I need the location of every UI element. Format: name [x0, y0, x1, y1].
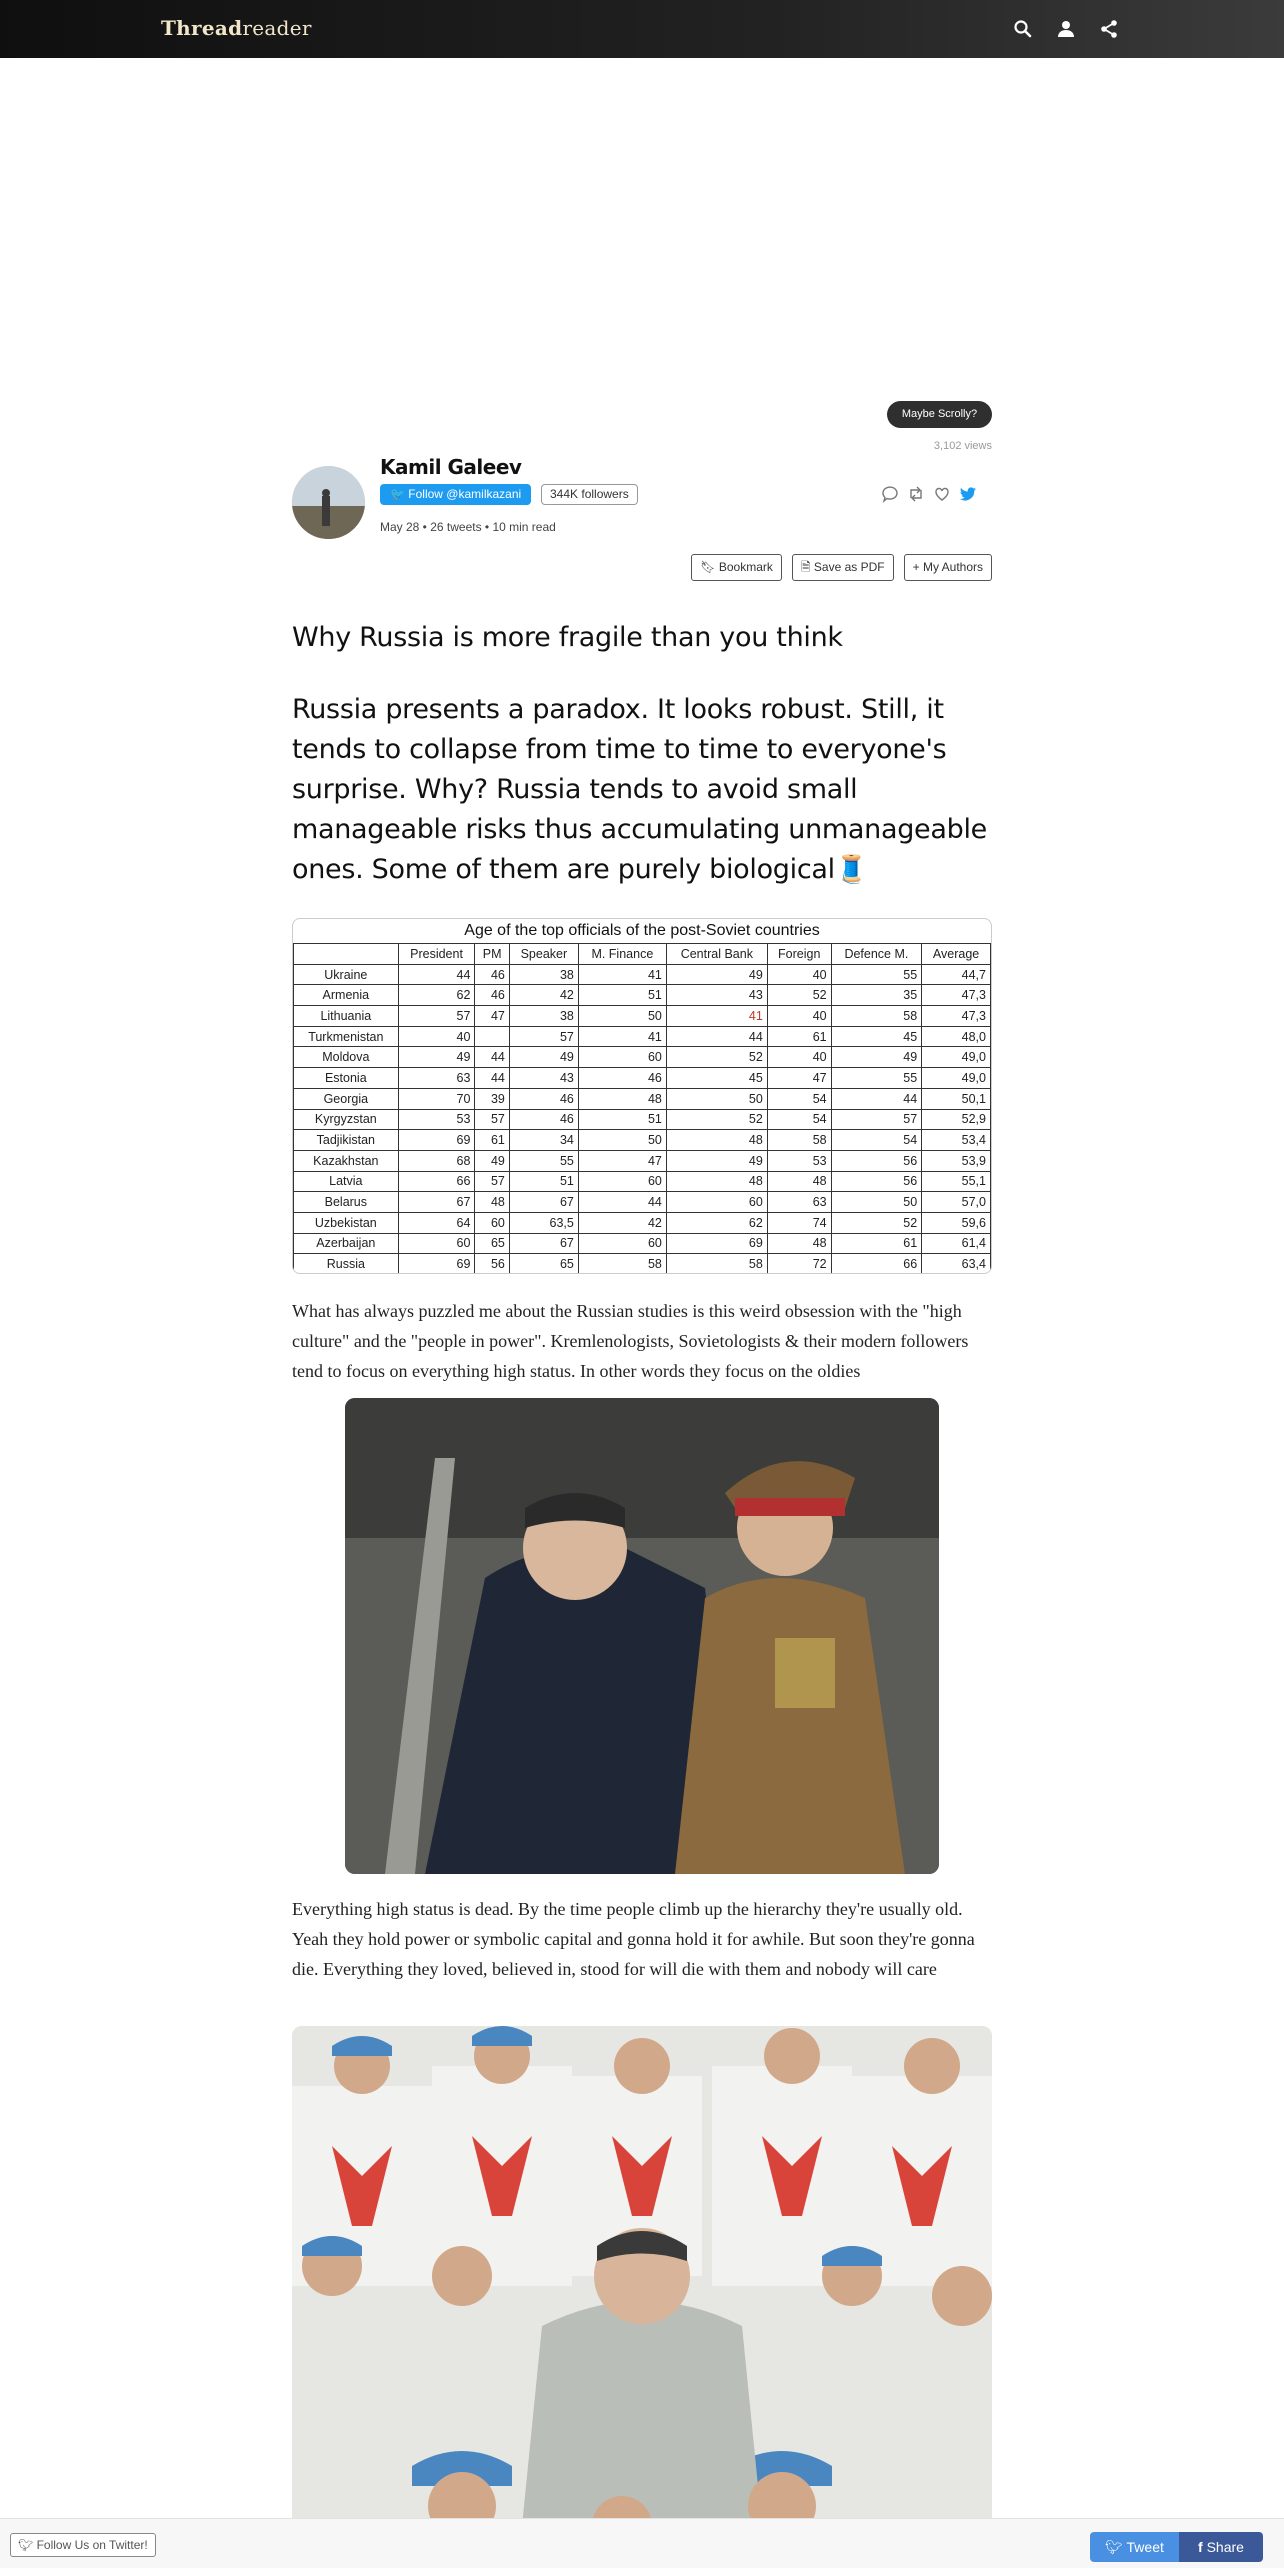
value-cell: 61	[767, 1026, 831, 1047]
brand-text-thread: Thread	[161, 16, 243, 40]
value-cell: 38	[509, 964, 578, 985]
value-cell: 50,1	[922, 1088, 991, 1109]
thread-title: Why Russia is more fragile than you think	[292, 622, 843, 653]
value-cell: 54	[767, 1109, 831, 1130]
value-cell: 45	[831, 1026, 922, 1047]
follow-us-label: Follow Us on Twitter!	[36, 2538, 148, 2552]
value-cell: 69	[398, 1130, 475, 1151]
brand-logo[interactable]	[161, 16, 312, 40]
value-cell: 50	[578, 1006, 666, 1027]
value-cell: 58	[767, 1130, 831, 1151]
thread-tools	[691, 554, 992, 581]
plus-icon: +	[912, 560, 920, 574]
value-cell: 60	[578, 1233, 666, 1254]
table-row	[294, 1068, 991, 1089]
value-cell: 57	[475, 1171, 509, 1192]
country-cell: Moldova	[294, 1047, 399, 1068]
table-row	[294, 1026, 991, 1047]
value-cell: 52	[767, 985, 831, 1006]
value-cell: 48	[475, 1192, 509, 1213]
value-cell: 48	[578, 1088, 666, 1109]
follow-author-button[interactable]	[380, 484, 531, 505]
country-cell: Kazakhstan	[294, 1150, 399, 1171]
age-table	[293, 943, 991, 1274]
value-cell: 56	[475, 1254, 509, 1274]
value-cell: 42	[509, 985, 578, 1006]
value-cell: 43	[666, 985, 767, 1006]
value-cell: 58	[666, 1254, 767, 1274]
country-cell: Armenia	[294, 985, 399, 1006]
value-cell: 60	[578, 1171, 666, 1192]
twitter-icon[interactable]	[958, 484, 978, 504]
tweet-text-2: What has always puzzled me about the Russian studies is this weird obsession with the "high culture" and the "people in power". Kremlenologists, Sovietologists & their modern followers tend to focus on everything high status. In other words they focus on the oldies	[292, 1301, 969, 1381]
value-cell: 48	[666, 1171, 767, 1192]
value-cell: 61,4	[922, 1233, 991, 1254]
value-cell: 44	[475, 1068, 509, 1089]
value-cell: 65	[509, 1254, 578, 1274]
value-cell: 44	[398, 964, 475, 985]
footer-bar	[0, 2518, 1284, 2568]
followers-badge: 344K followers	[541, 484, 638, 505]
age-table-image[interactable]	[292, 918, 992, 1274]
value-cell: 67	[509, 1192, 578, 1213]
table-header-cell: M. Finance	[578, 944, 666, 965]
value-cell: 54	[831, 1130, 922, 1151]
table-header-cell: Defence M.	[831, 944, 922, 965]
table-title: Age of the top officials of the post-Soviet countries	[464, 922, 820, 939]
table-row	[294, 1233, 991, 1254]
table-row	[294, 1088, 991, 1109]
save-pdf-button[interactable]	[792, 554, 894, 581]
table-row	[294, 1150, 991, 1171]
value-cell: 39	[475, 1088, 509, 1109]
pioneers-photo-graphic	[292, 2026, 992, 2526]
country-cell: Russia	[294, 1254, 399, 1274]
bookmark-icon: 🔖︎	[700, 560, 716, 574]
value-cell: 61	[475, 1130, 509, 1151]
value-cell: 63,4	[922, 1254, 991, 1274]
reply-icon[interactable]	[880, 484, 900, 504]
value-cell: 52	[666, 1047, 767, 1068]
value-cell: 44	[666, 1026, 767, 1047]
value-cell: 49	[509, 1047, 578, 1068]
table-row	[294, 1192, 991, 1213]
value-cell: 63	[767, 1192, 831, 1213]
value-cell: 41	[578, 1026, 666, 1047]
value-cell: 54	[767, 1088, 831, 1109]
table-row	[294, 1109, 991, 1130]
table-row	[294, 1047, 991, 1068]
tweet-actions	[880, 484, 978, 506]
value-cell: 60	[666, 1192, 767, 1213]
value-cell: 66	[398, 1171, 475, 1192]
my-authors-button[interactable]	[904, 554, 992, 581]
value-cell: 69	[398, 1254, 475, 1274]
value-cell: 56	[831, 1150, 922, 1171]
twitter-bird-icon: 🐦︎	[1105, 2539, 1123, 2555]
value-cell: 35	[831, 985, 922, 1006]
bookmark-label: Bookmark	[718, 560, 773, 574]
value-cell: 60	[578, 1047, 666, 1068]
value-cell: 46	[578, 1068, 666, 1089]
avatar[interactable]	[292, 466, 365, 539]
table-header-row	[294, 944, 991, 965]
value-cell: 45	[666, 1068, 767, 1089]
value-cell: 40	[767, 1006, 831, 1027]
twitter-bird-icon: 🐦	[390, 487, 405, 501]
value-cell: 49,0	[922, 1068, 991, 1089]
table-row	[294, 1171, 991, 1192]
follow-author-label: Follow @kamilkazani	[408, 487, 522, 501]
value-cell: 44	[578, 1192, 666, 1213]
value-cell: 47	[767, 1068, 831, 1089]
value-cell: 46	[475, 964, 509, 985]
country-cell: Kyrgyzstan	[294, 1109, 399, 1130]
table-header-cell: Average	[922, 944, 991, 965]
tweet-text-3: Everything high status is dead. By the time people climb up the hierarchy they're usually old. Yeah they hold power or symbolic capital and gonna hold it for awhile. But soon they're gonna die. Everything they loved, believed in, stood for will die with them and nobody will care	[292, 1899, 975, 1979]
value-cell: 41	[666, 1006, 767, 1027]
value-cell: 70	[398, 1088, 475, 1109]
value-cell: 55	[509, 1150, 578, 1171]
value-cell: 34	[509, 1130, 578, 1151]
brezhnev-photo[interactable]	[345, 1398, 939, 1874]
value-cell: 63,5	[509, 1212, 578, 1233]
value-cell: 47	[475, 1006, 509, 1027]
value-cell: 49	[666, 1150, 767, 1171]
retweet-icon[interactable]	[906, 484, 926, 504]
value-cell: 50	[831, 1192, 922, 1213]
value-cell: 42	[578, 1212, 666, 1233]
value-cell: 44	[831, 1088, 922, 1109]
value-cell: 51	[578, 1109, 666, 1130]
top-navbar	[0, 0, 1284, 58]
value-cell: 57	[831, 1109, 922, 1130]
view-count: 3,102 views	[933, 440, 992, 452]
value-cell: 53,4	[922, 1130, 991, 1151]
country-cell: Estonia	[294, 1068, 399, 1089]
value-cell: 46	[509, 1088, 578, 1109]
value-cell: 47,3	[922, 1006, 991, 1027]
table-header-cell: PM	[475, 944, 509, 965]
table-row	[294, 1006, 991, 1027]
brezhnev-photo-graphic	[345, 1398, 939, 1874]
value-cell: 46	[475, 985, 509, 1006]
value-cell: 51	[509, 1171, 578, 1192]
value-cell: 64	[398, 1212, 475, 1233]
file-icon: 🗎	[800, 560, 811, 574]
value-cell: 47	[578, 1150, 666, 1171]
my-authors-label: My Authors	[922, 560, 983, 574]
value-cell: 46	[509, 1109, 578, 1130]
value-cell: 59,6	[922, 1212, 991, 1233]
value-cell: 57	[475, 1109, 509, 1130]
value-cell: 53,9	[922, 1150, 991, 1171]
value-cell: 43	[509, 1068, 578, 1089]
value-cell: 52,9	[922, 1109, 991, 1130]
table-header-cell: Speaker	[509, 944, 578, 965]
value-cell: 60	[475, 1212, 509, 1233]
twitter-bird-icon: 🐦︎	[18, 2538, 34, 2552]
country-cell: Georgia	[294, 1088, 399, 1109]
country-cell: Latvia	[294, 1171, 399, 1192]
table-row	[294, 985, 991, 1006]
value-cell: 57	[509, 1026, 578, 1047]
table-row	[294, 1212, 991, 1233]
value-cell: 63	[398, 1068, 475, 1089]
value-cell: 44,7	[922, 964, 991, 985]
value-cell: 68	[398, 1150, 475, 1171]
country-cell: Turkmenistan	[294, 1026, 399, 1047]
value-cell: 40	[767, 1047, 831, 1068]
thread-meta: May 28 • 26 tweets • 10 min read	[380, 520, 556, 534]
table-row	[294, 1254, 991, 1274]
country-cell: Uzbekistan	[294, 1212, 399, 1233]
like-icon[interactable]	[932, 484, 952, 504]
tweet-button[interactable]	[1090, 2532, 1179, 2562]
value-cell: 67	[398, 1192, 475, 1213]
thread-lead-tweet: Russia presents a paradox. It looks robust. Still, it tends to collapse from time to time to everyone's surprise. Why? Russia tends to avoid small manageable risks thus accumulating unmanageable ones. Some of them are purely biological🧵	[292, 694, 987, 886]
value-cell: 69	[666, 1233, 767, 1254]
value-cell: 49	[831, 1047, 922, 1068]
value-cell: 40	[398, 1026, 475, 1047]
bookmark-button[interactable]	[691, 554, 782, 581]
value-cell: 48	[767, 1171, 831, 1192]
value-cell: 50	[578, 1130, 666, 1151]
table-row	[294, 964, 991, 985]
value-cell: 38	[509, 1006, 578, 1027]
table-body	[294, 964, 991, 1274]
pioneers-photo[interactable]	[292, 2026, 992, 2526]
follow-us-twitter-button[interactable]	[10, 2533, 156, 2557]
value-cell: 49	[475, 1150, 509, 1171]
value-cell: 74	[767, 1212, 831, 1233]
facebook-icon: f	[1198, 2539, 1203, 2555]
value-cell: 52	[666, 1109, 767, 1130]
value-cell: 61	[831, 1233, 922, 1254]
value-cell: 57	[398, 1006, 475, 1027]
country-cell: Belarus	[294, 1192, 399, 1213]
table-header-cell	[294, 944, 399, 965]
maybe-scrolly-button[interactable]: Maybe Scrolly?	[887, 401, 992, 428]
value-cell: 55	[831, 964, 922, 985]
table-header-cell: Foreign	[767, 944, 831, 965]
value-cell: 52	[831, 1212, 922, 1233]
country-cell: Tadjikistan	[294, 1130, 399, 1151]
value-cell: 55,1	[922, 1171, 991, 1192]
value-cell: 48,0	[922, 1026, 991, 1047]
value-cell: 62	[666, 1212, 767, 1233]
value-cell: 41	[578, 964, 666, 985]
value-cell: 49	[398, 1047, 475, 1068]
author-name[interactable]: Kamil Galeev	[380, 455, 522, 479]
value-cell	[475, 1026, 509, 1047]
value-cell: 55	[831, 1068, 922, 1089]
value-cell: 48	[767, 1233, 831, 1254]
value-cell: 58	[578, 1254, 666, 1274]
value-cell: 58	[831, 1006, 922, 1027]
search-icon[interactable]	[1011, 17, 1035, 41]
table-header-cell: President	[398, 944, 475, 965]
value-cell: 53	[767, 1150, 831, 1171]
save-pdf-label: Save as PDF	[813, 560, 885, 574]
facebook-share-button[interactable]	[1179, 2532, 1263, 2562]
value-cell: 50	[666, 1088, 767, 1109]
value-cell: 62	[398, 985, 475, 1006]
value-cell: 65	[475, 1233, 509, 1254]
user-icon[interactable]	[1054, 17, 1078, 41]
value-cell: 53	[398, 1109, 475, 1130]
thread-content	[292, 620, 992, 890]
country-cell: Ukraine	[294, 964, 399, 985]
value-cell: 72	[767, 1254, 831, 1274]
value-cell: 49	[666, 964, 767, 985]
value-cell: 57,0	[922, 1192, 991, 1213]
value-cell: 48	[666, 1130, 767, 1151]
value-cell: 60	[398, 1233, 475, 1254]
value-cell: 51	[578, 985, 666, 1006]
value-cell: 44	[475, 1047, 509, 1068]
brand-text-reader: reader	[242, 16, 312, 40]
value-cell: 49,0	[922, 1047, 991, 1068]
avatar-photo	[292, 466, 365, 539]
tweet-label: Tweet	[1126, 2539, 1164, 2555]
share-label: Share	[1206, 2539, 1244, 2555]
table-header-cell: Central Bank	[666, 944, 767, 965]
value-cell: 40	[767, 964, 831, 985]
value-cell: 66	[831, 1254, 922, 1274]
value-cell: 67	[509, 1233, 578, 1254]
value-cell: 56	[831, 1171, 922, 1192]
share-icon[interactable]	[1097, 17, 1121, 41]
table-row	[294, 1130, 991, 1151]
value-cell: 47,3	[922, 985, 991, 1006]
country-cell: Lithuania	[294, 1006, 399, 1027]
country-cell: Azerbaijan	[294, 1233, 399, 1254]
